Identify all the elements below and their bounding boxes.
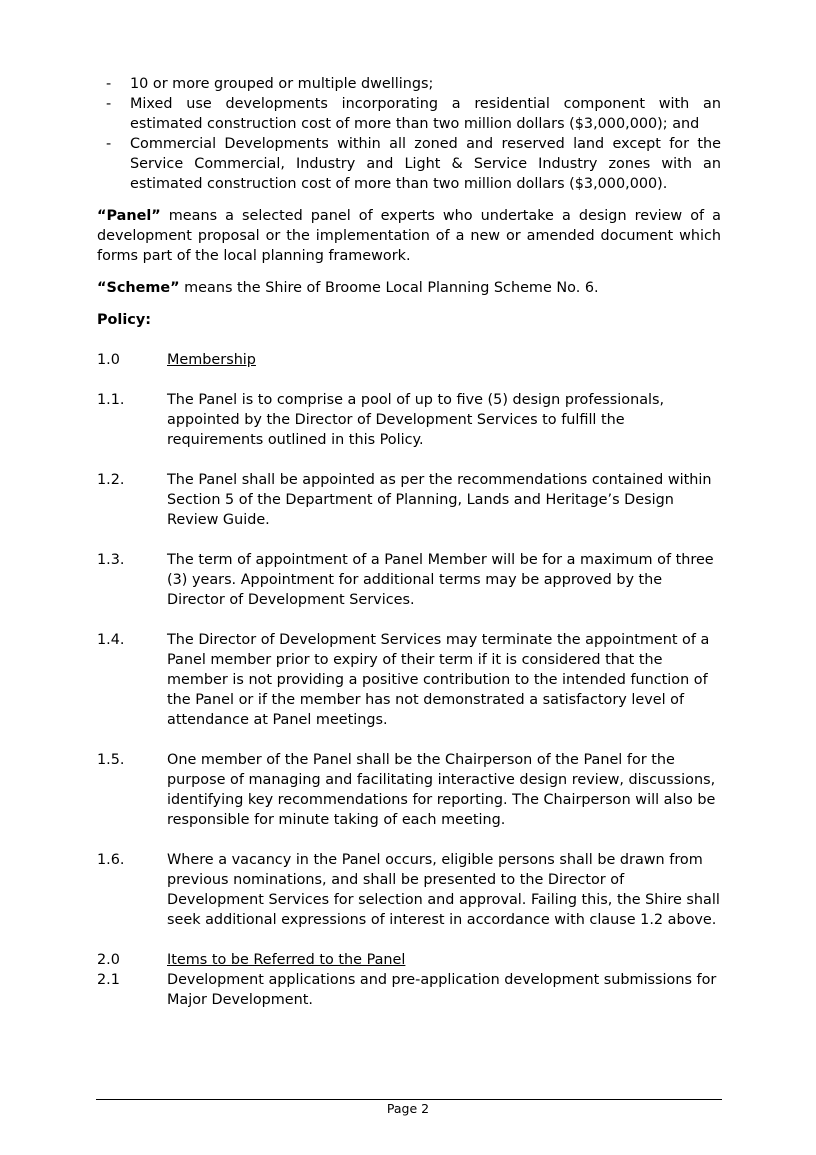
clause-1-5 <box>97 750 721 830</box>
clause-text: The Panel is to comprise a pool of up to five (5) design professionals, appointed by the Director of Development Services to fulfill the requirements outlined in this Policy. <box>167 392 665 448</box>
major-development-criteria-list <box>97 74 721 194</box>
bullet-marker: - <box>106 76 112 92</box>
list-item-text: 10 or more grouped or multiple dwellings; <box>130 76 434 92</box>
page-number: Page 2 <box>386 1101 430 1116</box>
clause-1-2 <box>97 470 721 530</box>
clause-1-6 <box>97 850 721 930</box>
panel-term: “Panel” <box>97 208 161 224</box>
scheme-term: “Scheme” <box>97 280 180 296</box>
clause-text: One member of the Panel shall be the Chairperson of the Panel for the purpose of managing and facilitating interactive design review, discussions, identifying key recommendations for reporting. The Chairperson will also be responsible for minute taking of each meeting. <box>167 752 716 828</box>
panel-definition-text: means a selected panel of experts who undertake a design review of a development proposal or the implementation of a new or amended document which forms part of the local planning framework. <box>97 208 721 264</box>
list-item <box>97 134 721 194</box>
clause-text: The term of appointment of a Panel Member will be for a maximum of three (3) years. Appointment for additional terms may be approved by the Director of Development Services. <box>167 552 714 608</box>
list-item <box>97 94 721 134</box>
list-item <box>97 74 721 94</box>
clause-number: 1.5. <box>97 752 125 768</box>
bullet-marker: - <box>106 136 112 152</box>
panel-definition <box>97 206 721 266</box>
scheme-definition-text: means the Shire of Broome Local Planning Scheme No. 6. <box>179 280 599 296</box>
clause-text: Development applications and pre-application development submissions for Major Development. <box>167 972 717 1008</box>
footer-divider <box>96 1099 722 1100</box>
clause-1-3 <box>97 550 721 610</box>
section-number: 1.0 <box>97 352 120 368</box>
list-item-text: Mixed use developments incorporating a residential component with an estimated construction cost of more than two million dollars ($3,000,000); and <box>130 96 721 132</box>
bullet-marker: - <box>106 96 112 112</box>
clause-1-4 <box>97 630 721 730</box>
clause-2-1 <box>97 970 721 1010</box>
clause-number: 1.4. <box>97 632 125 648</box>
section-title: Items to be Referred to the Panel <box>167 952 406 968</box>
policy-heading: Policy: <box>97 312 151 328</box>
list-item-text: Commercial Developments within all zoned and reserved land except for the Service Commercial, Industry and Light & Service Industry zones with an estimated construction cost of more than two million dollars ($3,000,000). <box>130 136 721 192</box>
clause-1-1 <box>97 390 721 450</box>
clause-text: Where a vacancy in the Panel occurs, eligible persons shall be drawn from previous nominations, and shall be presented to the Director of Development Services for selection and approval. Failing this, the Shire shall seek additional expressions of interest in accordance with clause 1.2 above. <box>167 852 720 928</box>
clause-number: 1.3. <box>97 552 125 568</box>
section-number: 2.0 <box>97 952 120 968</box>
clause-number: 1.2. <box>97 472 125 488</box>
section-heading-referral-items <box>97 950 721 970</box>
section-heading-membership <box>97 350 721 370</box>
clause-number: 1.1. <box>97 392 125 408</box>
clause-number: 2.1 <box>97 972 120 988</box>
clause-text: The Panel shall be appointed as per the recommendations contained within Section 5 of the Department of Planning, Lands and Heritage’s Design Review Guide. <box>167 472 712 528</box>
clause-number: 1.6. <box>97 852 125 868</box>
page-content <box>97 74 721 1010</box>
clause-text: The Director of Development Services may terminate the appointment of a Panel member prior to expiry of their term if it is considered that the member is not providing a positive contribution to the intended function of the Panel or if the member has not demonstrated a satisfactory level of attendance at Panel meetings. <box>167 632 710 728</box>
scheme-definition <box>97 278 721 298</box>
section-title: Membership <box>167 352 256 368</box>
